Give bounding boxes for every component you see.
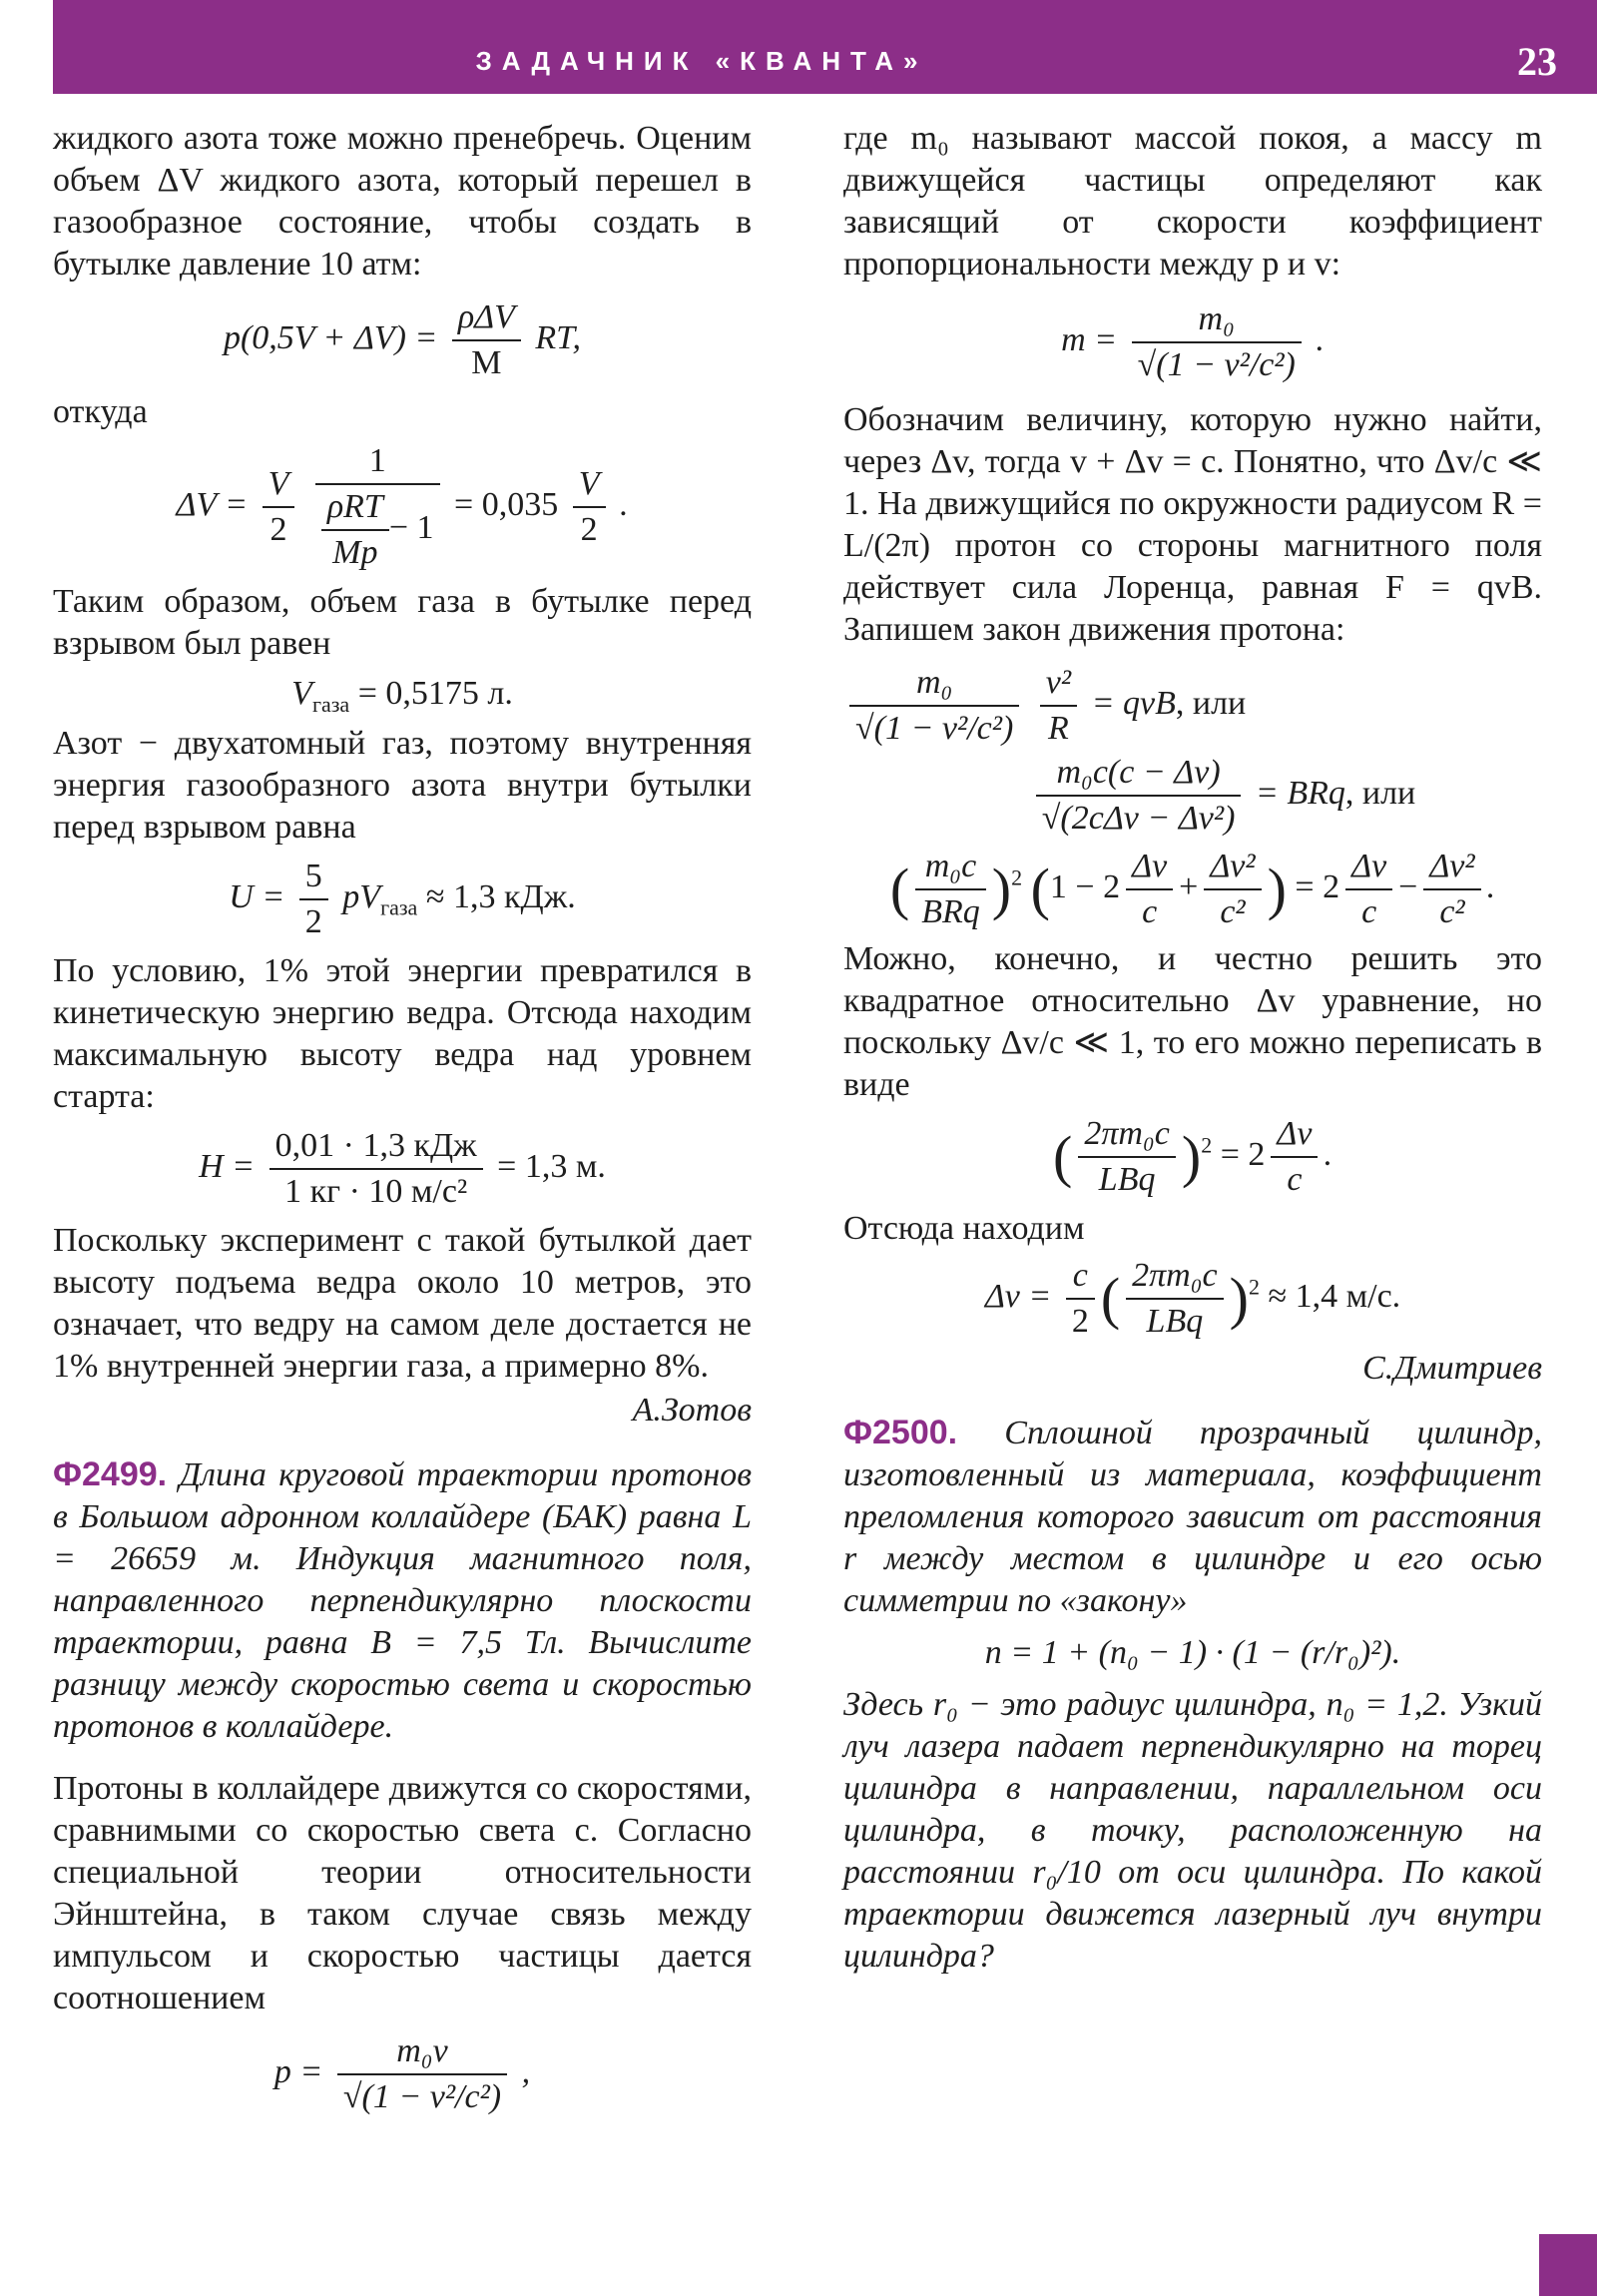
paragraph: где m₀ называют массой покоя, а массу m движущейся частицы определяют как зависящий от скорости коэффициент пропорциональности между p и v:: [843, 120, 1542, 283]
page-header-bar: [53, 0, 1597, 94]
equation-delta-v: ΔV = $\frac{V}{2}$ 1 $\frac{\text{ρRT}}{Mp}$ − 1 = 0,035 $\frac{V}{2}$ .: [53, 439, 752, 575]
page-number: 23: [1517, 39, 1557, 84]
author-signature: А.Зотов: [632, 1392, 752, 1429]
paragraph: Обозначим величину, которую нужно найти, через Δv, тогда v + Δv = c. Понятно, что Δv/c ≪ 1. На движущийся по окружности радиусом R = L/(2π) протон со стороны магнитного поля действует сила Лоренца, равная F = qvB. Запишем закон движения протона:: [843, 401, 1542, 648]
paragraph: Поскольку эксперимент с такой бутылкой дает высоту подъема ведра около 10 метров, это означает, что ведру на самом деле достается не 1% внутренней энергии газа, а примерно 8%.: [53, 1222, 752, 1385]
paragraph: Отсюда находим: [843, 1210, 1085, 1247]
author-signature: С.Дмитриев: [1362, 1350, 1542, 1387]
equation-mass: m = $\frac{\text{m₀}}{\text{√(1 − v²/c²)}}$ .: [843, 297, 1542, 387]
paragraph: Можно, конечно, и честно решить это квадратное относительно Δv уравнение, но поскольку Δv/c ≪ 1, то его можно переписать в виде: [843, 940, 1542, 1103]
equation-motion-1: $\frac{\text{m₀}}{\text{√(1 − v²/c²)}}$ $\frac{\text{v²}}{R}$ = qvB, или: [843, 661, 1542, 751]
running-title: ЗАДАЧНИК «КВАНТА»: [475, 46, 928, 76]
corner-decoration: [1539, 2234, 1597, 2296]
equation-refraction: n = 1 + (n₀ − 1) · (1 − (r/r₀)²).: [984, 1634, 1401, 1671]
equation-pressure: p(0,5V + ΔV) = $\frac{\text{ρΔV}}{M}$ RT,: [53, 295, 752, 385]
paragraph: Протоны в коллайдере движутся со скоростями, сравнимыми со скоростью света c. Согласно специальной теории относительности Эйнштейна, в таком случае связь между импульсом и скоростью частицы дается соотношением: [53, 1770, 752, 2016]
problem-statement: Ф2500. Сплошной прозрачный цилиндр, изготовленный из материала, коэффициент преломления которого зависит от расстояния r между местом в цилиндре и его осью симметрии по «закону»: [843, 1414, 1542, 1619]
left-column: [53, 118, 752, 2129]
problem-statement: Ф2499. Длина круговой траектории протонов в Большом адронном коллайдере (БАК) равна L = 26659 м. Индукция магнитного поля, направленного перпендикулярно плоскости траектории, равна B = 7,5 Тл. Вычислите разницу между скоростью света и скоростью протонов в коллайдере.: [53, 1455, 753, 1745]
equation-height: H = $\frac{\text{0,01 · 1,3 кДж}}{\text{1 кг · 10 м/c²}}$ = 1,3 м.: [53, 1124, 752, 1214]
equation-momentum: p = $\frac{\text{m₀v}}{\text{√(1 − v²/c²)}}$ ,: [53, 2029, 752, 2119]
paragraph: жидкого азота тоже можно пренебречь. Оценим объем ΔV жидкого азота, который перешел в газообразное состояние, чтобы создать в бутылке давление 10 атм:: [53, 120, 752, 283]
paragraph: Азот − двухатомный газ, поэтому внутренняя энергия газообразного азота внутри бутылки перед взрывом равна: [53, 725, 752, 846]
problem-id: Ф2500.: [843, 1414, 958, 1451]
equation-internal-energy: U = $\frac{5}{2}$ $pV_{газа} \approx 1,3$ кДж.: [53, 855, 752, 944]
equation-result: Δv = $\frac{c}{2}$ ( $\frac{\text{2πm₀c}}{\text{LBq}}$ )$^2$ ≈ 1,4 м/с.: [843, 1254, 1542, 1344]
equation-motion-3: ( $\frac{\text{m₀c}}{\text{BRq}}$ )$^2$ (1 − 2 $\frac{\Delta v}{c}$ + $\frac{\text{Δv²}}{\text{c²}}$ ) = 2 $\frac{\Delta v}{c}$ − $\frac{\text{Δv²}}{\text{c²}}$ .: [843, 845, 1542, 934]
problem-statement-continued: Здесь r₀ − это радиус цилиндра, n₀ = 1,2. Узкий луч лазера падает перпендикулярно на торец цилиндра в направлении, параллельном оси цилиндра, в точку, расположенную на расстоянии r₀/10 от оси цилиндра. По какой траектории движется лазерный луч внутри цилиндра?: [843, 1686, 1542, 1975]
paragraph: По условию, 1% этой энергии превратился в кинетическую энергию ведра. Отсюда находим максимальную высоту ведра над уровнем старта:: [53, 952, 752, 1115]
paragraph: Таким образом, объем газа в бутылке перед взрывом был равен: [53, 583, 752, 662]
equation-motion-2: $\frac{\text{m₀c(c − Δv)}}{\text{√(2cΔv − Δv²)}}$ = BRq, или: [903, 751, 1542, 841]
right-column: [843, 118, 1542, 1978]
equation-simplified: ( $\frac{\text{2πm₀c}}{\text{LBq}}$ )$^2$ = 2 $\frac{\Delta v}{c}$ .: [843, 1112, 1542, 1202]
paragraph: откуда: [53, 393, 148, 430]
problem-id: Ф2499.: [53, 1455, 168, 1493]
equation-gas-volume: $V_{газа} = 0,5175$ л.: [291, 675, 513, 717]
